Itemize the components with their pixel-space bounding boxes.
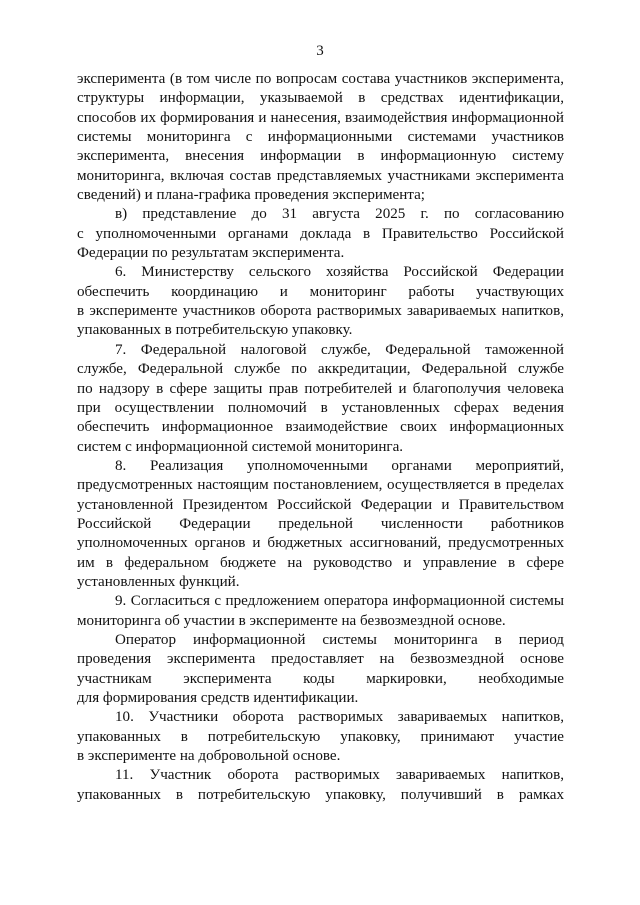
text-line: в) представление до 31 августа 2025 г. по согласованию: [115, 206, 564, 223]
text-line: по надзору в сфере защиты прав потребителей и благополучия человека: [77, 380, 564, 397]
text-line: систем с информационной системой мониторинга.: [77, 438, 404, 455]
text-line: Оператор информационной системы мониторинга в период: [115, 631, 564, 648]
text-line: участникам эксперимента коды маркировки, необходимые: [77, 670, 564, 687]
text-line: упакованных в потребительскую упаковку, принимают участие: [77, 728, 564, 745]
text-line: упакованных в потребительскую упаковку.: [77, 322, 353, 339]
text-line: обеспечить информационное взаимодействие своих информационных: [77, 419, 564, 436]
text-line: 9. Согласиться с предложением оператора информационной системы: [115, 593, 564, 610]
text-line: сведений) и плана-графика проведения эксперимента;: [77, 187, 425, 204]
text-line: установленной Президентом Российской Федерации и Правительством: [77, 496, 564, 513]
text-line: 6. Министерству сельского хозяйства Российской Федерации: [115, 264, 564, 281]
text-line: Федерации по результатам эксперимента.: [77, 245, 345, 262]
text-line: 11. Участник оборота растворимых завариваемых напитков,: [115, 767, 564, 784]
text-line: установленных функций.: [77, 573, 240, 590]
text-line: обеспечить координацию и мониторинг работы участвующих: [77, 283, 564, 300]
text-line: эксперимента (в том числе по вопросам состава участников эксперимента,: [77, 71, 564, 87]
text-line: предусмотренных настоящим постановлением, осуществляется в пределах: [77, 477, 564, 494]
text-line: мониторинга, включая состав представляемых участниками эксперимента: [77, 167, 564, 184]
text-line: 8. Реализация уполномоченными органами мероприятий,: [115, 457, 564, 474]
page-number: 3: [316, 43, 324, 59]
text-line: с уполномоченными органами доклада в Правительство Российской: [77, 225, 564, 242]
text-line: способов их формирования и нанесения, взаимодействия информационной: [77, 109, 564, 126]
text-line: при осуществлении полномочий в установленных сферах ведения: [77, 399, 564, 416]
text-line: 7. Федеральной налоговой службе, Федеральной таможенной: [115, 341, 564, 358]
text-line: службе, Федеральной службе по аккредитации, Федеральной службе: [77, 361, 564, 378]
text-line: в эксперименте участников оборота растворимых завариваемых напитков,: [77, 303, 564, 320]
text-line: Российской Федерации предельной численности работников: [77, 515, 564, 532]
document-body: [77, 70, 564, 805]
text-line: уполномоченных органов и бюджетных ассигнований, предусмотренных: [77, 535, 564, 552]
text-line: мониторинга об участии в эксперименте на безвозмездной основе.: [77, 612, 506, 629]
text-line: им в федеральном бюджете на руководство и управление в сфере: [77, 554, 564, 571]
text-line: проведения эксперимента предоставляет на безвозмездной основе: [77, 651, 564, 668]
text-line: системы мониторинга с информационными системами участников: [77, 129, 564, 146]
text-line: для формирования средств идентификации.: [77, 690, 359, 706]
text-line: в эксперименте на добровольной основе.: [77, 748, 341, 765]
text-line: 10. Участники оборота растворимых завариваемых напитков,: [115, 709, 564, 726]
text-line: эксперимента, внесения информации в информационную систему: [77, 148, 564, 165]
text-line: упакованных в потребительскую упаковку, получивший в рамках: [77, 786, 564, 803]
text-line: структуры информации, указываемой в средствах идентификации,: [77, 90, 564, 107]
